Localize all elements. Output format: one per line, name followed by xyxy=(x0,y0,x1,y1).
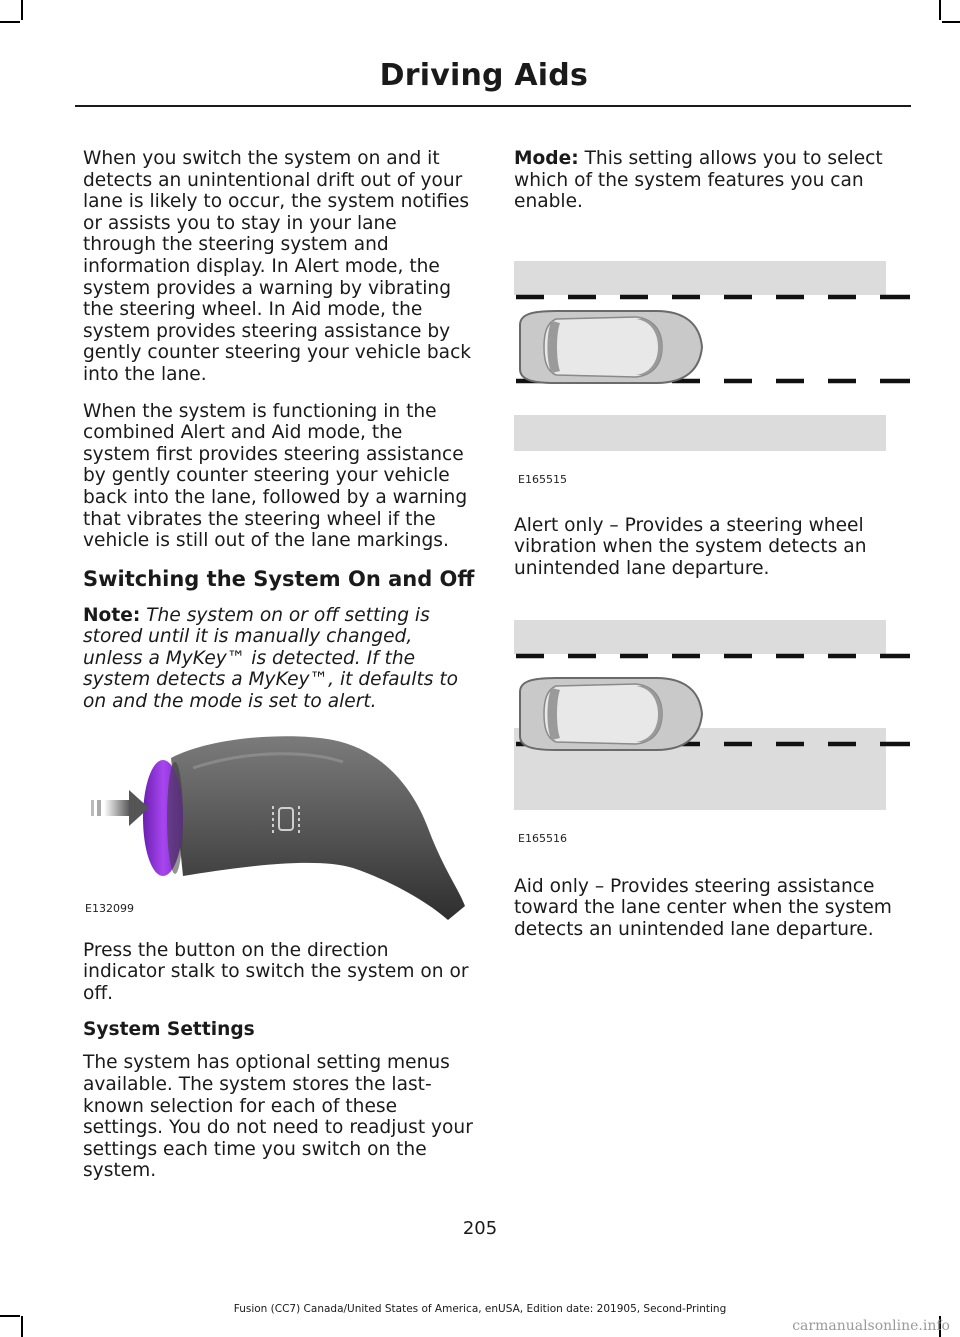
note-label: Note: xyxy=(83,604,141,626)
section-heading: Switching the System On and Off xyxy=(83,566,475,591)
crop-mark xyxy=(21,0,23,20)
stalk-caption: Press the button on the direction indicator stalk to switch the system on or off. xyxy=(83,939,469,1004)
settings-paragraph: The system has optional setting menus available. The system stores the last-known selection for each of these settings. You do not need to readjust your settings each time you switch on the system. xyxy=(83,1052,473,1182)
aid-lane-illustration xyxy=(514,620,910,810)
crop-mark xyxy=(939,0,941,20)
aid-lane-figure xyxy=(514,620,910,845)
car-top-view xyxy=(520,678,702,750)
alert-only-text: Alert only – Provides a steering wheel vibration when the system detects an unintended lane departure. xyxy=(514,514,867,579)
mode-text: This setting allows you to select which of the system features you can enable. xyxy=(514,148,883,213)
alert-lane-figure xyxy=(514,261,910,486)
watermark-text: carmanualsonline.info xyxy=(792,1318,950,1334)
crop-mark xyxy=(0,1315,20,1317)
stalk-body xyxy=(171,736,465,920)
mode-paragraph xyxy=(514,148,906,213)
figure-code: E132099 xyxy=(85,901,134,915)
crop-mark xyxy=(942,21,960,23)
intro-paragraph-1: When you switch the system on and it detects an unintentional drift out of your lane is likely to occur, the system notifies or assists you to stay in your lane through the steering system and information display. In Alert mode, the system provides a warning by vibrating the steering wheel. In Aid mode, the system provides steering assistance by gently counter steering your vehicle back into the lane. xyxy=(83,148,472,385)
note-paragraph xyxy=(83,605,475,713)
crop-mark xyxy=(0,21,20,23)
header-divider xyxy=(75,105,911,107)
left-column xyxy=(83,148,475,1197)
page-number: 205 xyxy=(462,1218,498,1239)
mode-label: Mode: xyxy=(514,148,579,169)
aid-only-text: Aid only – Provides steering assistance toward the lane center when the system detects an unintended lane departure. xyxy=(514,875,892,940)
intro-paragraph-2: When the system is functioning in the combined Alert and Aid mode, the system first provides steering assistance by gently counter steering your vehicle back into the lane, followed by a warning that vibrates the steering wheel if the vehicle is still out of the lane markings. xyxy=(83,400,468,552)
figure-code: E165516 xyxy=(518,831,567,845)
alert-lane-illustration xyxy=(514,261,910,451)
page-title: Driving Aids xyxy=(379,58,588,93)
crop-mark xyxy=(21,1316,23,1337)
footer-text: Fusion (CC7) Canada/United States of America, enUSA, Edition date: 201905, Second-Printing xyxy=(233,1303,727,1315)
right-column xyxy=(514,148,906,955)
stalk-figure xyxy=(83,728,479,924)
car-top-view xyxy=(520,311,702,383)
figure-code: E165515 xyxy=(518,472,567,486)
direction-indicator-stalk-illustration xyxy=(83,728,479,924)
press-arrow xyxy=(91,790,149,826)
note-text: The system on or off setting is stored until it is manually changed, unless a MyKey™ is detected. If the system detects a MyKey™, it defaults to on and the mode is set to alert. xyxy=(83,604,459,713)
settings-heading: System Settings xyxy=(83,1019,255,1041)
